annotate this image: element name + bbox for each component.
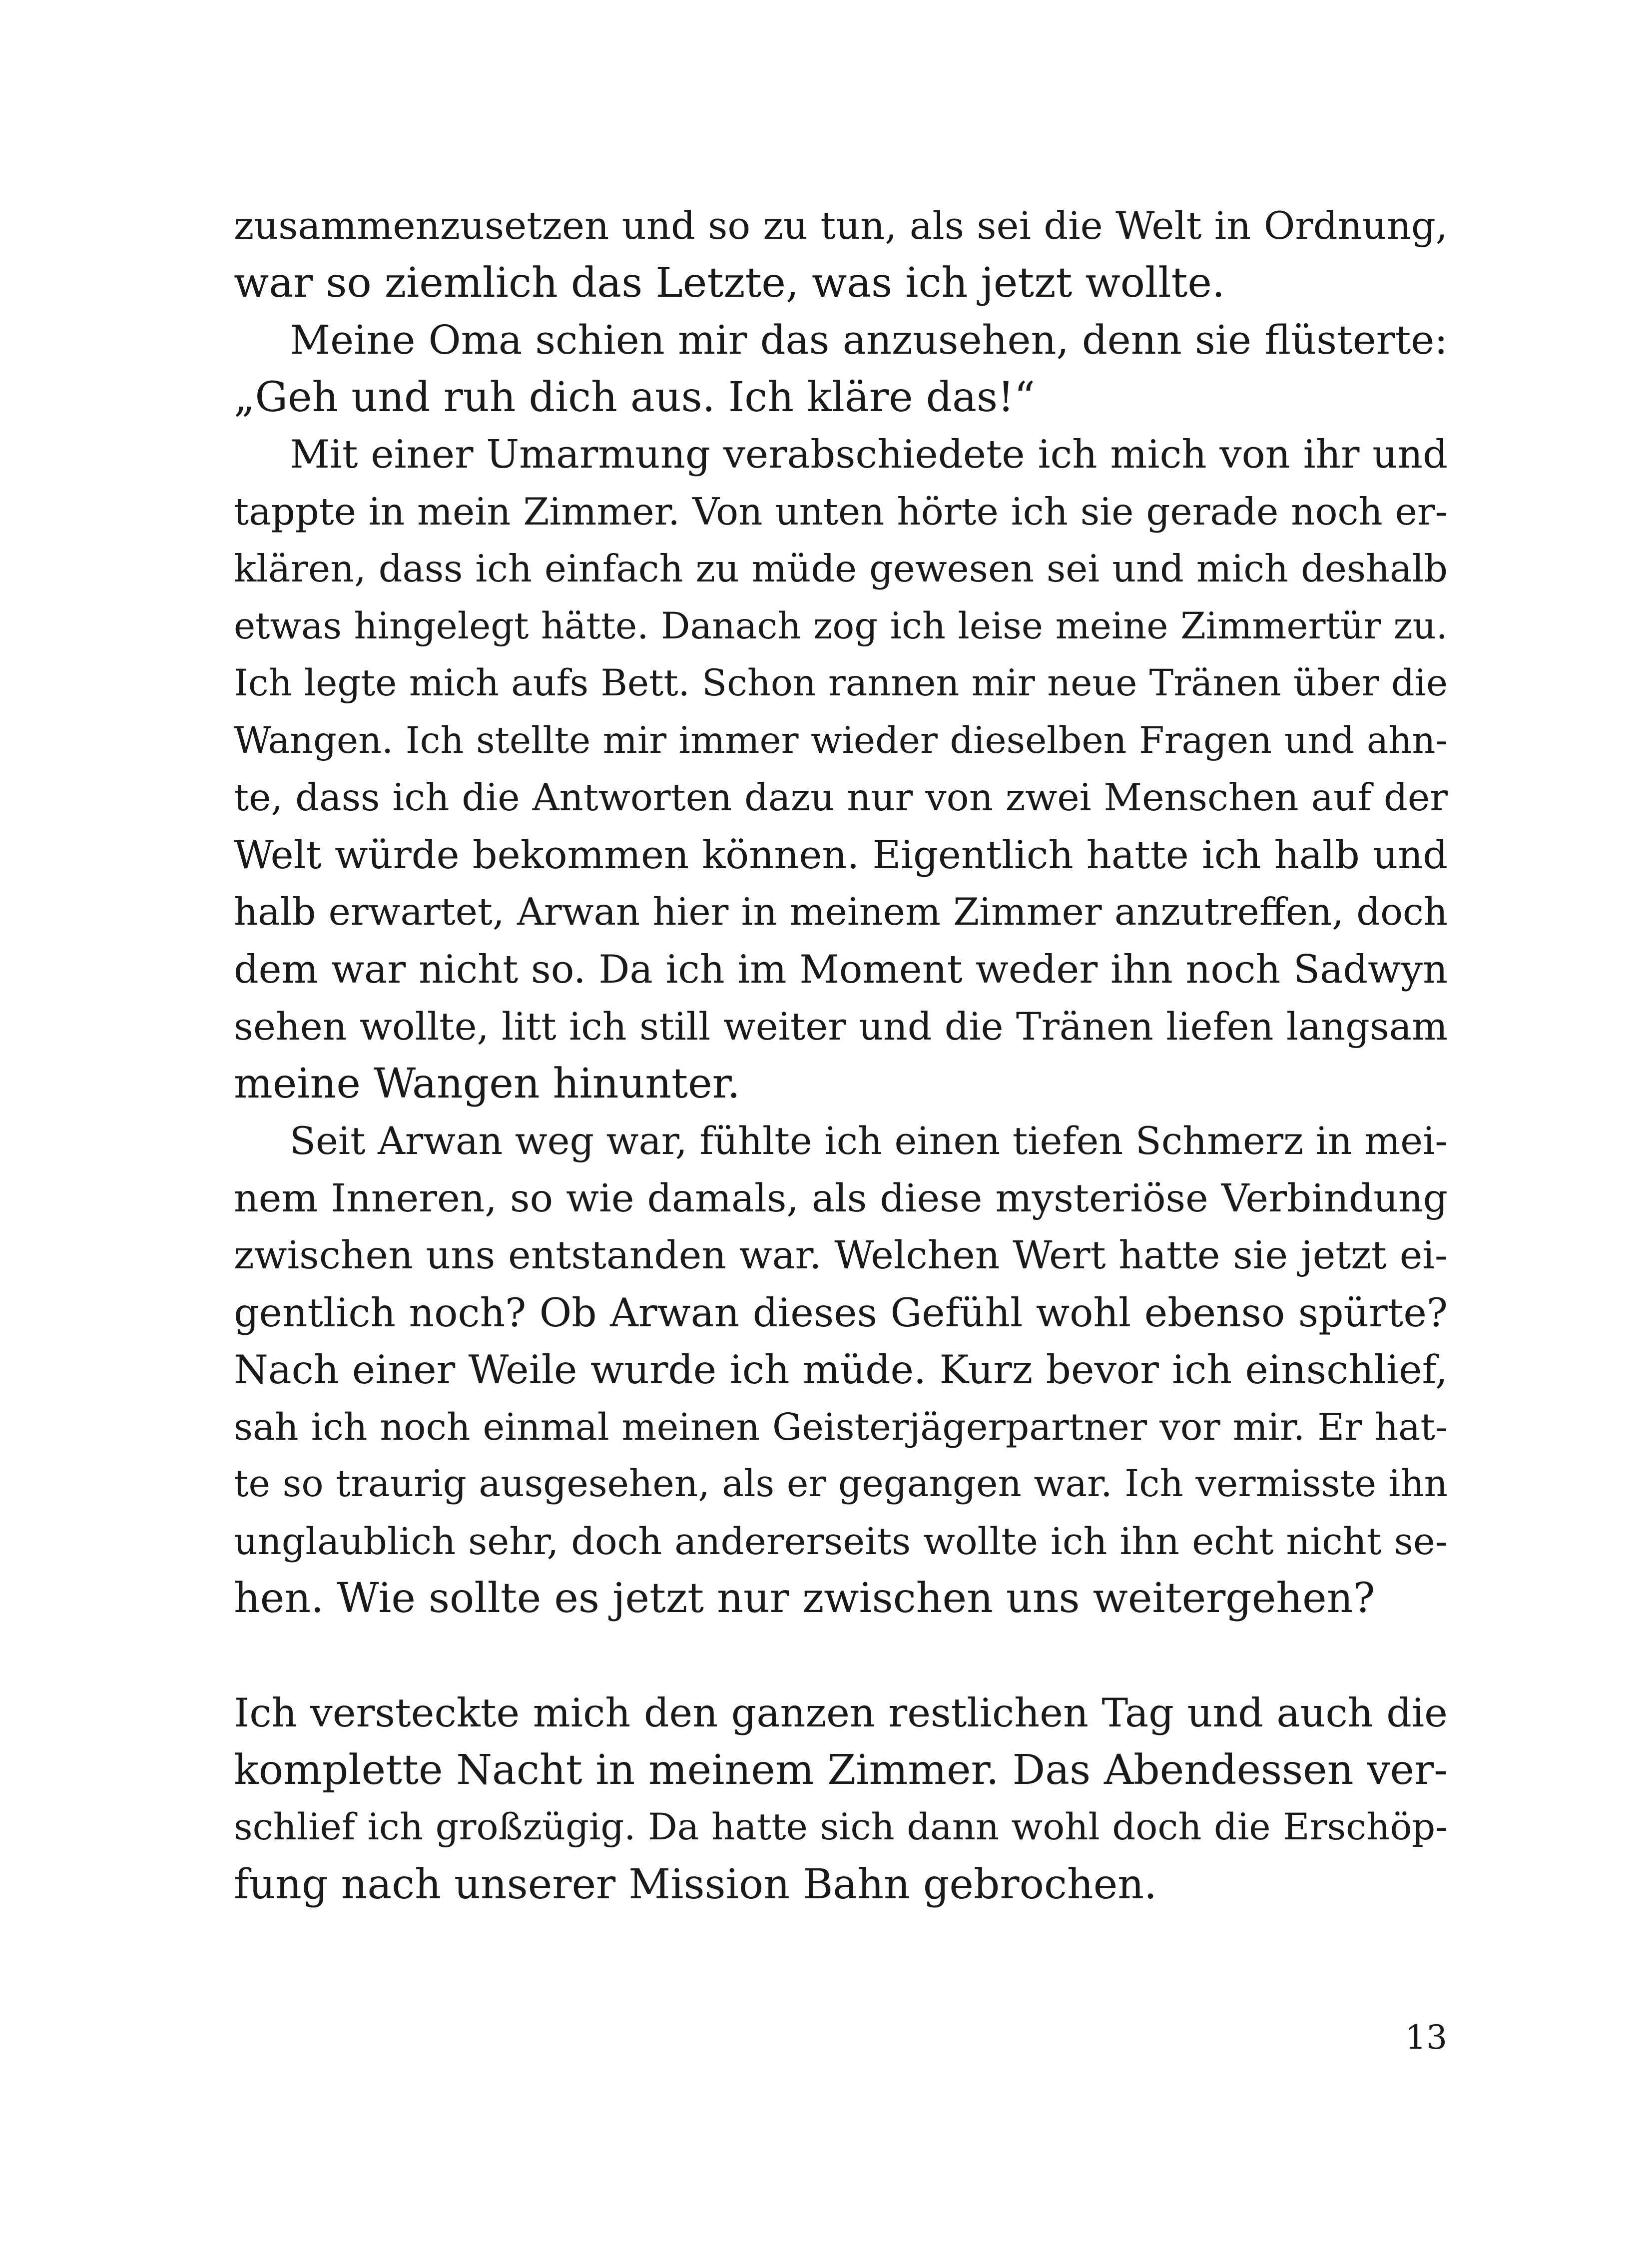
- text-line: unglaublich sehr, doch andererseits wollte ich ihn echt nicht se-: [234, 1519, 1448, 1563]
- text-line: „Geh und ruh dich aus. Ich kläre das!“: [234, 373, 1036, 421]
- text-line: zwischen uns entstanden war. Welchen Wert hatte sie jetzt ei-: [234, 1233, 1448, 1278]
- text-line: zusammenzusetzen und so zu tun, als sei die Welt in Ordnung,: [234, 203, 1448, 248]
- text-line: war so ziemlich das Letzte, was ich jetzt wollte.: [234, 259, 1225, 307]
- text-line: Seit Arwan weg war, fühlte ich einen tiefen Schmerz in mei-: [290, 1119, 1448, 1163]
- text-line: klären, dass ich einfach zu müde gewesen sei und mich deshalb: [234, 547, 1448, 590]
- text-line: komplette Nacht in meinem Zimmer. Das Abendessen ver-: [234, 1746, 1448, 1794]
- text-line: hen. Wie sollte es jetzt nur zwischen uns weitergehen?: [234, 1575, 1375, 1622]
- text-line: Ich versteckte mich den ganzen restlichen Tag und auch die: [234, 1690, 1448, 1736]
- section-break: [234, 1628, 1448, 1685]
- paragraph: [234, 312, 1448, 426]
- body-text: [234, 197, 1448, 1913]
- text-line: te so traurig ausgesehen, als er gegangen war. Ich vermisste ihn: [234, 1463, 1448, 1505]
- text-line: meine Wangen hinunter.: [234, 1060, 740, 1108]
- text-line: Mit einer Umarmung verabschiedete ich mich von ihr und: [290, 432, 1448, 477]
- paragraph: [234, 1684, 1448, 1913]
- text-line: Meine Oma schien mir das anzusehen, denn sie flüsterte:: [290, 317, 1448, 363]
- text-line: Ich legte mich aufs Bett. Schon rannen mir neue Tränen über die: [234, 662, 1448, 704]
- text-line: gentlich noch? Ob Arwan dieses Gefühl wohl ebenso spürte?: [234, 1289, 1448, 1336]
- text-line: sah ich noch einmal meinen Geisterjägerpartner vor mir. Er hat-: [234, 1405, 1448, 1449]
- paragraph: [234, 426, 1448, 1113]
- text-line: halb erwartet, Arwan hier in meinem Zimmer anzutreffen, doch: [234, 890, 1448, 934]
- paragraph: [234, 1113, 1448, 1628]
- text-line: sehen wollte, litt ich still weiter und die Tränen liefen langsam: [234, 1005, 1448, 1049]
- text-line: nem Inneren, so wie damals, als diese mysteriöse Verbindung: [234, 1175, 1448, 1221]
- text-line: fung nach unserer Mission Bahn gebrochen.: [234, 1860, 1157, 1908]
- text-line: tappte in mein Zimmer. Von unten hörte ich sie gerade noch er-: [234, 490, 1448, 534]
- text-line: etwas hingelegt hätte. Danach zog ich leise meine Zimmertür zu.: [234, 604, 1448, 647]
- text-line: dem war nicht so. Da ich im Moment weder ihn noch Sadwyn: [234, 947, 1448, 992]
- text-line: Nach einer Weile wurde ich müde. Kurz bevor ich einschlief,: [234, 1347, 1448, 1393]
- text-line: Welt würde bekommen können. Eigentlich hatte ich halb und: [234, 832, 1448, 878]
- text-line: Wangen. Ich stellte mir immer wieder dieselben Fragen und ahn-: [234, 719, 1448, 762]
- page-number: 13: [1405, 2018, 1447, 2057]
- paragraph: [234, 197, 1448, 312]
- text-line: schlief ich großzügig. Da hatte sich dann wohl doch die Erschöp-: [234, 1806, 1448, 1848]
- text-line: te, dass ich die Antworten dazu nur von zwei Menschen auf der: [234, 776, 1448, 819]
